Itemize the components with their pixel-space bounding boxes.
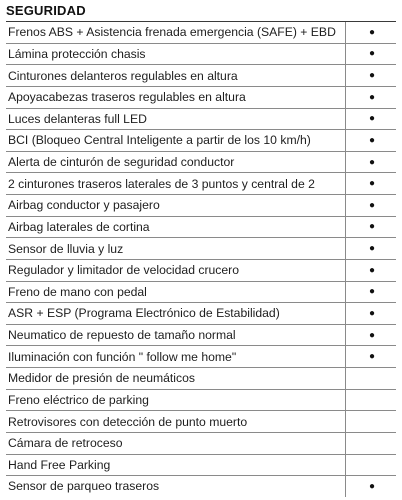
spec-row xyxy=(6,237,396,259)
spec-label: Neumatico de repuesto de tamaño normal xyxy=(6,325,346,346)
included-bullet-icon: ● xyxy=(368,70,376,82)
spec-row xyxy=(6,432,396,454)
included-bullet-icon: ● xyxy=(368,26,376,38)
spec-row xyxy=(6,64,396,86)
spec-row xyxy=(6,172,396,194)
spec-label: Sensor de lluvia y luz xyxy=(6,238,346,259)
spec-row xyxy=(6,151,396,173)
spec-row xyxy=(6,216,396,238)
included-bullet-icon: ● xyxy=(368,329,376,341)
spec-label: Freno de mano con pedal xyxy=(6,282,346,303)
spec-row xyxy=(6,454,396,476)
spec-label: Retrovisores con detección de punto muerto xyxy=(6,411,346,432)
spec-row xyxy=(6,302,396,324)
spec-label: ASR + ESP (Programa Electrónico de Estabilidad) xyxy=(6,303,346,324)
included-bullet-icon: ● xyxy=(368,134,376,146)
spec-label: Sensor de parqueo traseros xyxy=(6,476,346,497)
spec-row xyxy=(6,259,396,281)
spec-label: 2 cinturones traseros laterales de 3 puntos y central de 2 xyxy=(6,173,346,194)
spec-row xyxy=(6,367,396,389)
included-bullet-icon: ● xyxy=(368,156,376,168)
spec-label: Hand Free Parking xyxy=(6,455,346,476)
included-bullet-icon: ● xyxy=(368,48,376,60)
spec-label: Luces delanteras full LED xyxy=(6,109,346,130)
spec-table xyxy=(6,21,396,497)
spec-label: Cinturones delanteros regulables en altura xyxy=(6,65,346,86)
spec-row xyxy=(6,194,396,216)
included-bullet-icon: ● xyxy=(368,91,376,103)
included-bullet-icon: ● xyxy=(368,243,376,255)
section-title: SEGURIDAD xyxy=(6,3,86,18)
spec-row xyxy=(6,324,396,346)
included-bullet-icon: ● xyxy=(368,264,376,276)
spec-label: Iluminación con función " follow me home" xyxy=(6,346,346,367)
spec-label: Regulador y limitador de velocidad crucero xyxy=(6,260,346,281)
spec-label: Lámina protección chasis xyxy=(6,44,346,65)
spec-label: Freno eléctrico de parking xyxy=(6,390,346,411)
spec-row xyxy=(6,345,396,367)
included-bullet-icon xyxy=(346,411,396,432)
included-bullet-icon xyxy=(346,368,396,389)
spec-row xyxy=(6,86,396,108)
spec-label: Alerta de cinturón de seguridad conductor xyxy=(6,152,346,173)
spec-label: Apoyacabezas traseros regulables en altura xyxy=(6,87,346,108)
included-bullet-icon: ● xyxy=(368,351,376,363)
spec-row xyxy=(6,410,396,432)
included-bullet-icon xyxy=(346,390,396,411)
spec-row xyxy=(6,21,396,43)
spec-label: Airbag laterales de cortina xyxy=(6,217,346,238)
spec-row xyxy=(6,389,396,411)
spec-label: Cámara de retroceso xyxy=(6,433,346,454)
spec-label: Medidor de presión de neumáticos xyxy=(6,368,346,389)
included-bullet-icon: ● xyxy=(368,199,376,211)
included-bullet-icon: ● xyxy=(368,113,376,125)
spec-label: Airbag conductor y pasajero xyxy=(6,195,346,216)
included-bullet-icon: ● xyxy=(368,221,376,233)
spec-label: BCI (Bloqueo Central Inteligente a partir de los 10 km/h) xyxy=(6,130,346,151)
spec-row xyxy=(6,43,396,65)
included-bullet-icon: ● xyxy=(368,480,376,492)
spec-label: Frenos ABS + Asistencia frenada emergencia (SAFE) + EBD xyxy=(6,22,346,43)
included-bullet-icon: ● xyxy=(368,307,376,319)
included-bullet-icon xyxy=(346,455,396,476)
spec-row xyxy=(6,281,396,303)
included-bullet-icon xyxy=(346,433,396,454)
included-bullet-icon: ● xyxy=(368,178,376,190)
spec-row xyxy=(6,129,396,151)
spec-row xyxy=(6,475,396,497)
included-bullet-icon: ● xyxy=(368,286,376,298)
spec-row xyxy=(6,108,396,130)
